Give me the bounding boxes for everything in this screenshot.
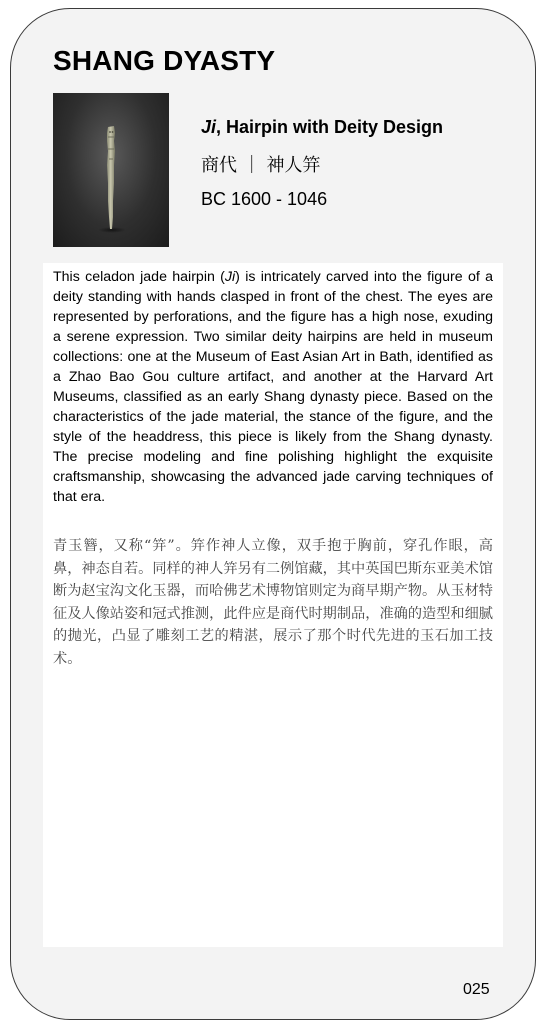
museum-label-card xyxy=(10,8,536,1020)
artifact-name-rest: , Hairpin with Deity Design xyxy=(216,117,444,137)
description-english-part2: ) is intricately carved into the figure of a deity standing with hands clasped in front of the chest. The eyes are represented by perforations, and the figure has a high nose, exuding a serene expression. Two similar deity hairpins are held in museum collections: one at the Museum of East Asian Art in Bath, identified as a Zhao Bao Gou culture artifact, and another at the Harvard Art Museums, classified as an early Shang dynasty piece. Based on the characteristics of the jade material, the stance of the figure, and the style of the headdress, this piece is likely from the Shang dynasty. The precise modeling and fine polishing highlight the exquisite craftsmanship, showcasing the advanced jade carving techniques of that era. xyxy=(53,269,494,505)
page-title: SHANG DYASTY xyxy=(53,45,276,76)
jade-hairpin-icon xyxy=(53,93,169,247)
description-panel xyxy=(43,263,503,947)
page-number: 025 xyxy=(463,981,490,998)
artifact-name-chinese: 商代 ｜ 神人笄 xyxy=(201,155,321,176)
artifact-image xyxy=(53,93,169,247)
artifact-date: BC 1600 - 1046 xyxy=(201,189,328,209)
description-english-italic: Ji xyxy=(224,269,236,285)
artifact-name xyxy=(201,117,443,138)
description-english-part1: This celadon jade hairpin ( xyxy=(53,269,225,285)
artifact-name-italic: Ji xyxy=(201,117,217,137)
description-english xyxy=(53,267,493,507)
description-chinese: 青玉簪，又称“笄”。笄作神人立像，双手抱于胸前，穿孔作眼，高鼻，神态自若。同样的神人笄另有二例馆藏，其中英国巴斯东亚美术馆断为赵宝沟文化玉器，而哈佛艺术博物馆则定为商早期产物。从玉材特征及人像站姿和冠式推测，此件应是商代时期制品，准确的造型和细腻的抛光，凸显了雕刻工艺的精湛，展示了那个时代先进的玉石加工技术。 xyxy=(53,538,493,667)
